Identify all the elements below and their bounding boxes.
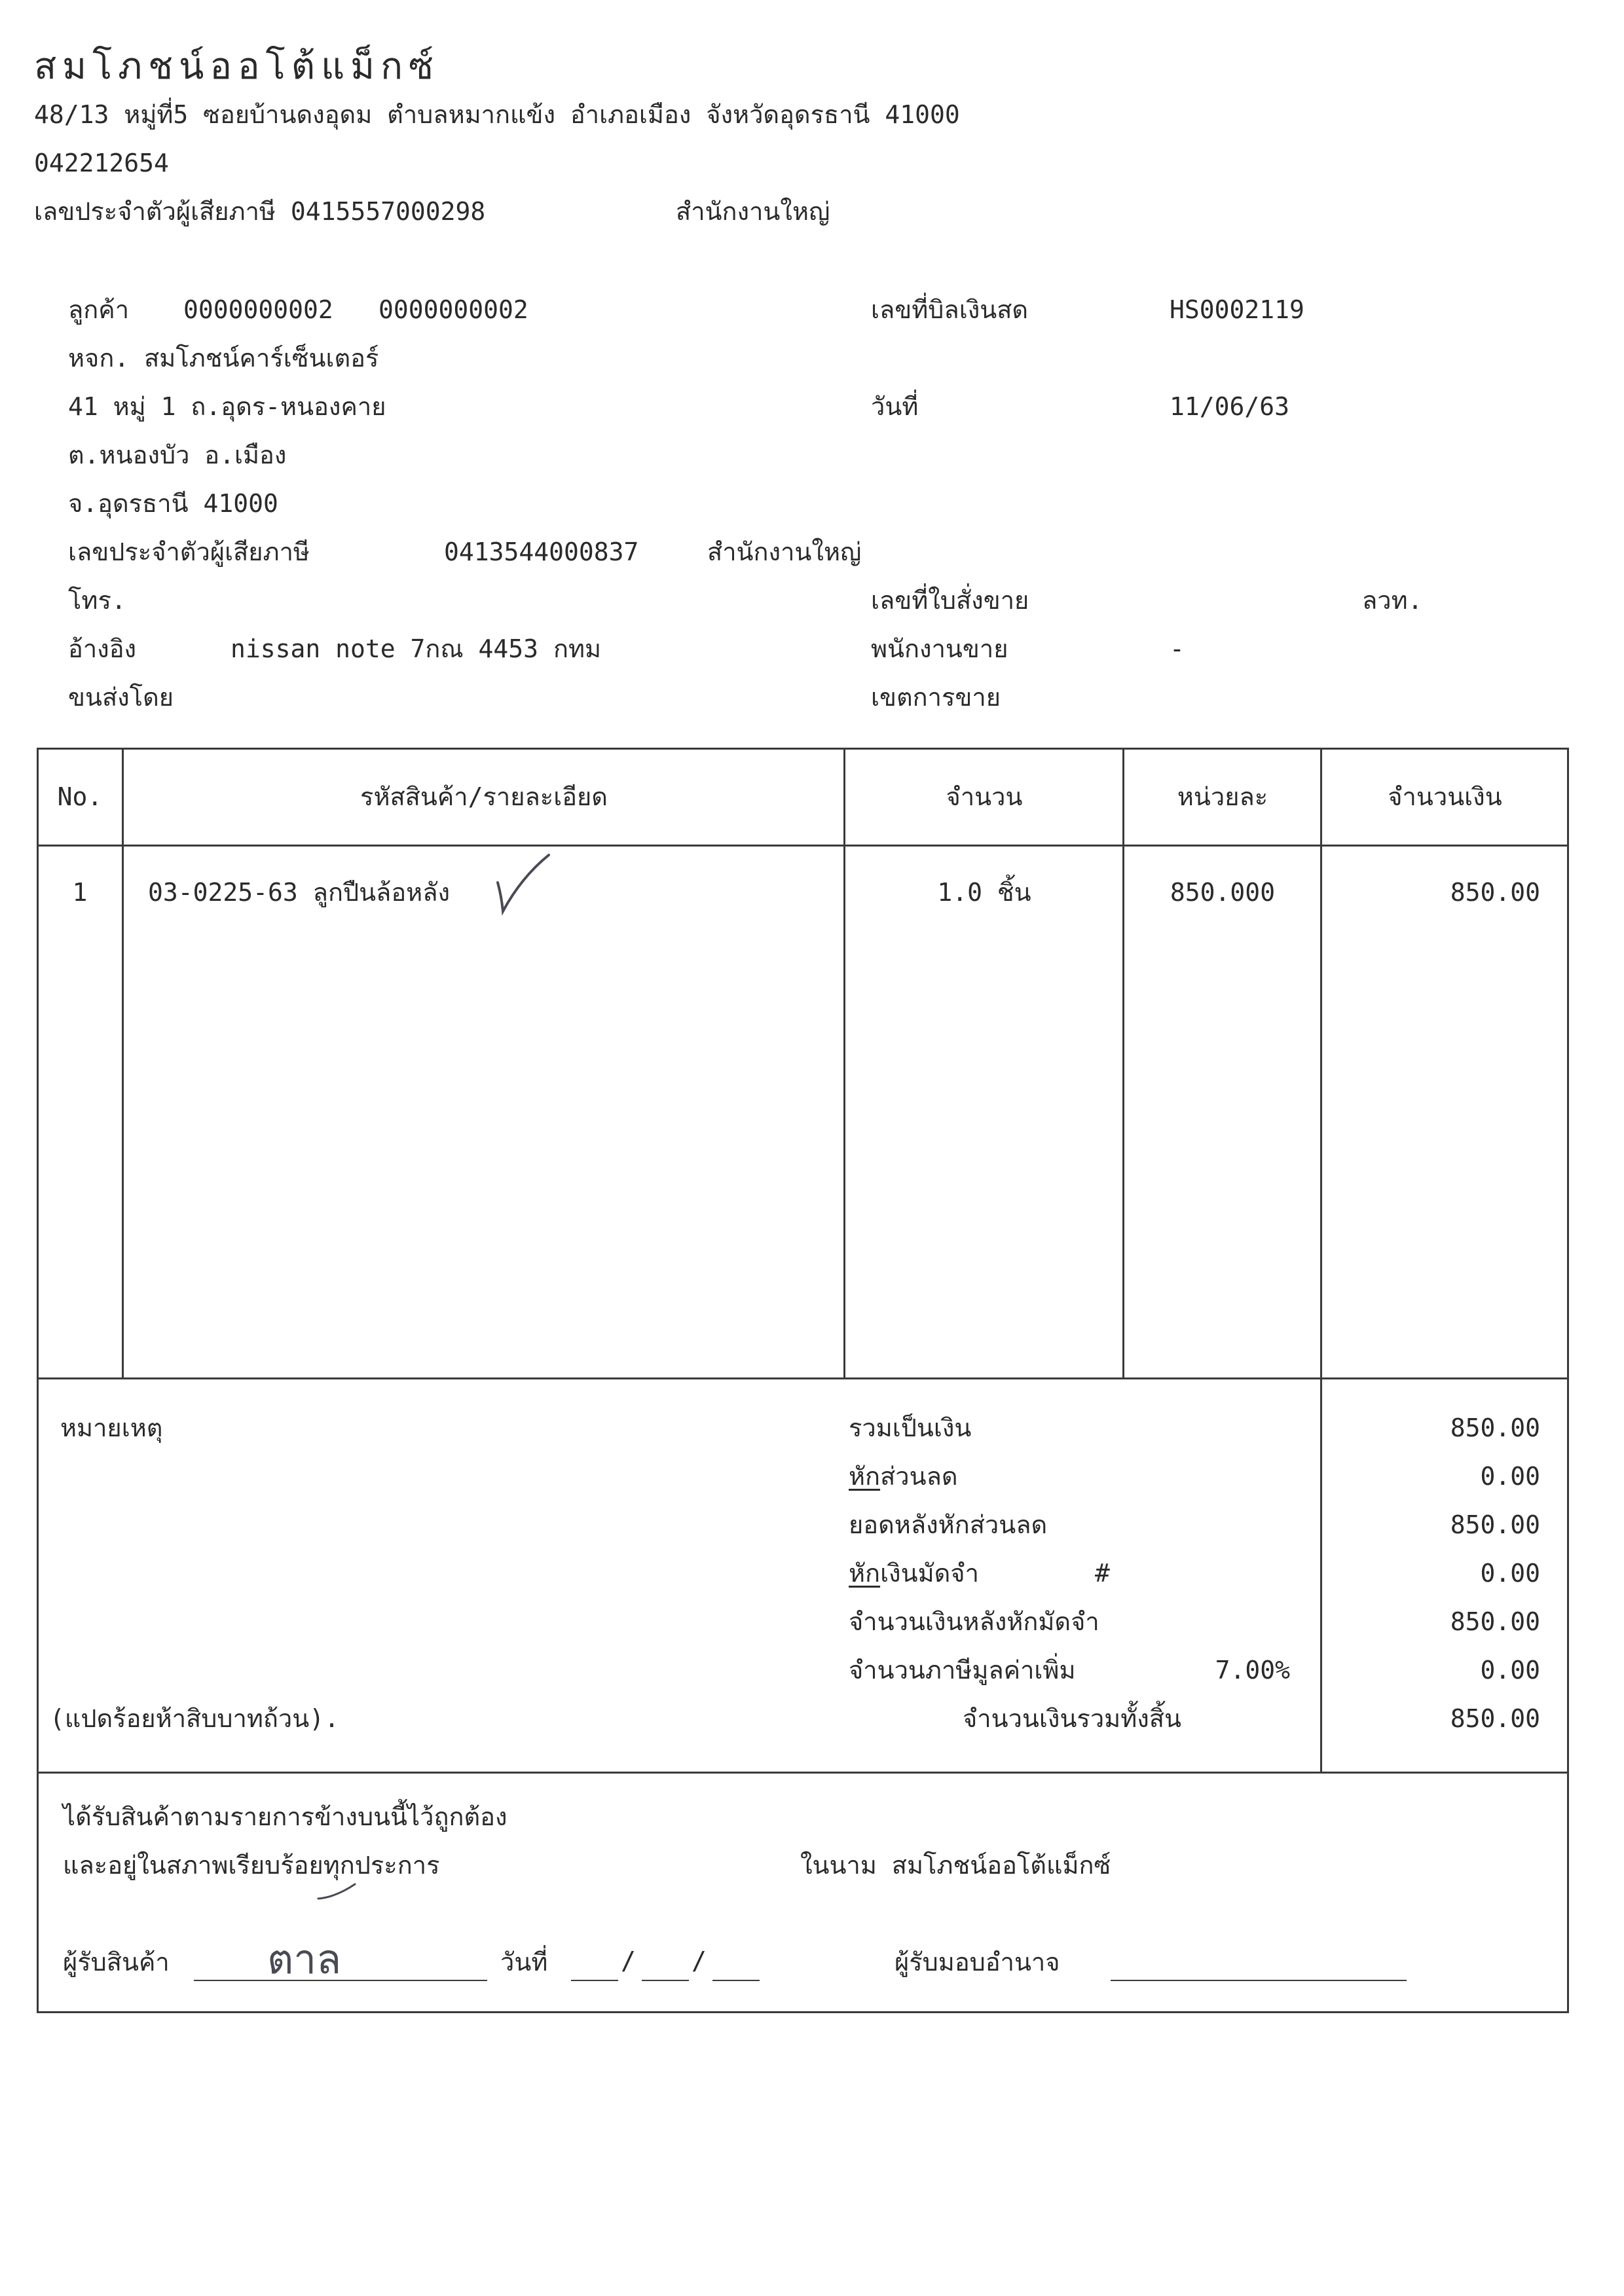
summary-value-grand-total: 850.00 [1450,1704,1540,1733]
summary-vat-rate: 7.00% [1215,1656,1290,1685]
customer-code: 0000000002 [183,295,333,324]
customer-tax-label: เลขประจำตัวผู้เสียภาษี [68,538,310,566]
row-description: 03-0225-63 ลูกปืนล้อหลัง [148,878,451,907]
invoice-page: สมโภชน์ออโต้แม็กซ์ 48/13 หมู่ที่5 ซอยบ้านดงอุดม ตำบลหมากแข้ง อำเภอเมือง จังหวัดอุดรธานี 41000 042212654 เลขประจำตัวผู้เสียภาษี 0415557000298 สำนักงานใหญ่ ลูกค้า 0000000002 0000000002 หจก. สมโภชน์คาร์เซ็นเตอร์ 41 หมู่ 1 ถ.อุดร-หนองคาย ต.หนองบัว อ.เมือง จ.อุดรธานี 41000 เลขประจำตัวผู้เสียภาษี 0413544000837 สำนักงานใหญ่ โทร. อ้างอิง nissan note 7กณ 4453 กทม ขนส่งโดย เลขที่บิลเงินสด HS0002119 วันที่ 11/06/63 เลขที่ใบสั่งขาย ลวท. พนักงานขาย - เขตการขาย No. รหัสสินค้า/รายละเอียด จำนวน หน่วยละ จำนวนเงิน 1 03-0225-63 ลูกปืนล้อหลัง 1.0 ชิ้น 850.000 850.00 หมายเหตุ รวมเป็นเงิน 850.00 หักส่วนลด 0.00 ยอดหลังหักส่วนลด 850.00 หักเงินมัดจำ # 0.00 จำนวนเงินหลังหักมัดจำ 850.00 จำนวนภาษีมูลค่าเพิ่ม 7.00% 0.00 (แปดร้อยห้าสิบบาทถ้วน). จำนวนเงินรวมทั้งสิ้น 850.00 ได้รับสินค้าตามรายการข้างบนนี้ไว้ถูกต้อง และอยู่ในสภาพเรียบร้อยทุกประการ ในนาม สมโภชน์ออโต้แม็กซ์ ผู้รับสินค้า ตาล วันที่ / / ผู้รับมอบอำนาจ [0,0,1624,2296]
reference-value: nissan note 7กณ 4453 กทม [231,634,602,663]
row-amount: 850.00 [1450,878,1540,907]
summary-label-after-deposit: จำนวนเงินหลังหักมัดจำ [849,1607,1099,1636]
summary-label-vat: จำนวนภาษีมูลค่าเพิ่ม [849,1656,1076,1685]
summary-value-after-discount: 850.00 [1450,1510,1540,1539]
summary-value-subtotal: 850.00 [1450,1413,1540,1442]
received-statement-2: และอยู่ในสภาพเรียบร้อยทุกประการ [63,1851,440,1880]
customer-code-2: 0000000002 [378,295,528,324]
checkmark-icon [492,851,551,917]
summary-label-grand-total: จำนวนเงินรวมทั้งสิ้น [963,1704,1181,1733]
summary-value-vat: 0.00 [1480,1656,1540,1685]
customer-address-3: จ.อุดรธานี 41000 [68,489,278,518]
summary-label-after-discount: ยอดหลังหักส่วนลด [849,1510,1048,1539]
handwritten-mark-icon [316,1879,368,1905]
col-header-description: รหัสสินค้า/รายละเอียด [360,782,608,811]
customer-branch: สำนักงานใหญ่ [707,538,862,566]
reference-label: อ้างอิง [68,634,137,663]
col-header-amount: จำนวนเงิน [1388,782,1502,811]
received-statement-1: ได้รับสินค้าตามรายการข้างบนนี้ไว้ถูกต้อง [63,1802,507,1831]
on-behalf-of: ในนาม สมโภชน์ออโต้แม็กซ์ [800,1851,1111,1880]
company-address: 48/13 หมู่ที่5 ซอยบ้านดงอุดม ตำบลหมากแข้ง อำเภอเมือง จังหวัดอุดรธานี 41000 [34,100,960,129]
authorized-signature-line [1111,1980,1407,1981]
summary-label-deposit: หักเงินมัดจำ [849,1559,979,1588]
summary-deposit-mark: # [1095,1559,1110,1588]
receive-date-label: วันที่ [500,1948,548,1977]
receiver-signature: ตาล [267,1935,342,1983]
customer-label: ลูกค้า [68,295,130,324]
sales-area-label: เขตการขาย [871,683,1001,712]
company-phone: 042212654 [34,149,169,177]
summary-value-deposit: 0.00 [1480,1559,1540,1588]
col-header-no: No. [57,782,103,811]
row-no: 1 [72,878,88,907]
remark-label: หมายเหตุ [60,1413,163,1442]
receiver-label: ผู้รับสินค้า [63,1948,170,1977]
customer-tax-id: 0413544000837 [444,538,639,566]
shipping-label: ขนส่งโดย [68,683,174,712]
sales-order-label: เลขที่ใบสั่งขาย [871,586,1029,615]
col-header-quantity: จำนวน [946,782,1023,811]
col-header-unit-price: หน่วยละ [1177,782,1268,811]
company-tax-id: เลขประจำตัวผู้เสียภาษี 0415557000298 [34,197,486,226]
summary-value-discount: 0.00 [1480,1462,1540,1491]
customer-phone-label: โทร. [68,586,126,615]
date-year-blank [712,1980,760,1981]
summary-label-subtotal: รวมเป็นเงิน [849,1413,972,1442]
date-label: วันที่ [871,392,919,421]
amount-in-words: (แปดร้อยห้าสิบบาทถ้วน). [50,1704,339,1733]
bill-no-label: เลขที่บิลเงินสด [871,295,1029,324]
salesperson-value: - [1170,634,1185,663]
authorized-label: ผู้รับมอบอำนาจ [895,1948,1060,1977]
summary-value-after-deposit: 850.00 [1450,1607,1540,1636]
row-unit-price: 850.000 [1170,878,1276,907]
date-month-blank [642,1980,689,1981]
customer-name: หจก. สมโภชน์คาร์เซ็นเตอร์ [68,344,379,373]
bill-no: HS0002119 [1170,295,1304,324]
row-quantity: 1.0 ชิ้น [937,878,1031,907]
customer-address-1: 41 หมู่ 1 ถ.อุดร-หนองคาย [68,392,386,421]
sales-order-value: ลวท. [1362,586,1423,615]
customer-address-2: ต.หนองบัว อ.เมือง [68,441,287,469]
company-branch: สำนักงานใหญ่ [676,197,830,226]
company-name: สมโภชน์ออโต้แม็กซ์ [34,45,440,88]
invoice-date: 11/06/63 [1170,392,1290,421]
summary-label-discount: หักส่วนลด [849,1462,958,1491]
date-day-blank [571,1980,618,1981]
salesperson-label: พนักงานขาย [871,634,1008,663]
